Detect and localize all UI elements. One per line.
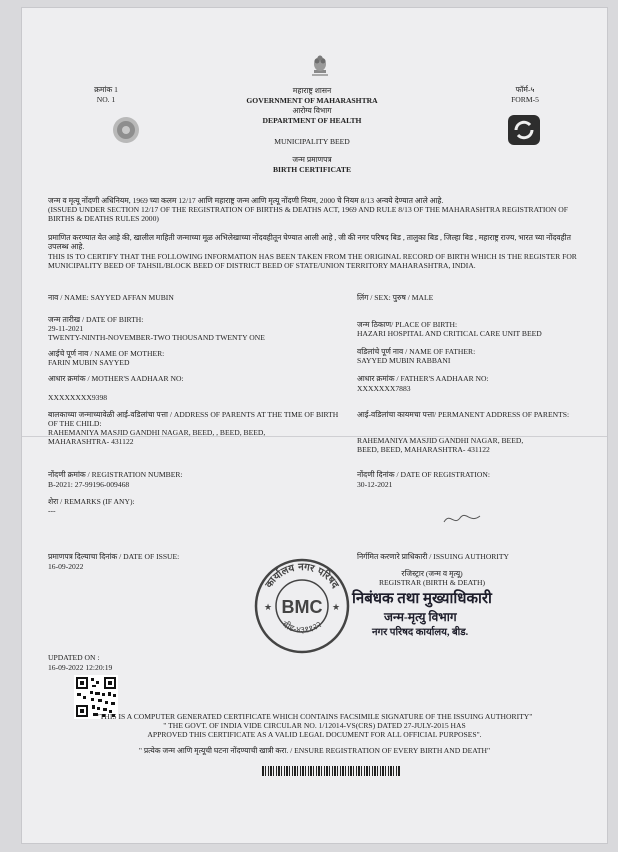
registrar-marathi: रजिस्ट्रार (जन्म व मृत्यू) — [401, 569, 463, 578]
svg-text:बीड-४३११२२ — [280, 618, 324, 636]
barcode-bar — [372, 766, 373, 776]
form-marathi: फॉर्म-५ — [515, 85, 535, 94]
footer-line-4: " प्रत्येक जन्म आणि मृत्यूची घटना नोंदण्याची खात्री करा. / ENSURE REGISTRATION OF EVERY BIRTH AND DEATH" — [138, 746, 491, 755]
barcode-bar — [318, 766, 320, 776]
reg-number-label: नोंदणी क्रमांक / REGISTRATION NUMBER: — [48, 470, 183, 479]
govt-title: GOVERNMENT OF MAHARASHTRA — [246, 96, 378, 105]
barcode-bar — [393, 766, 394, 776]
barcode-bar — [356, 766, 357, 776]
birth-address-label: बालकाच्या जन्माच्यावेळी आई-वडिलांचा पत्ता / ADDRESS OF PARENTS AT THE TIME OF BIRTH OF THE CHILD: — [48, 410, 339, 428]
barcode-bar — [276, 766, 277, 776]
barcode-bar — [278, 766, 280, 776]
form-number: FORM-5 — [511, 95, 539, 104]
svg-text:★: ★ — [332, 602, 341, 612]
barcode-bar — [273, 766, 274, 776]
barcode-icon — [262, 766, 402, 776]
barcode-bar — [380, 766, 381, 776]
barcode-bar — [321, 766, 322, 776]
barcode-bar — [374, 766, 376, 776]
barcode-bar — [334, 766, 336, 776]
cert-title: BIRTH CERTIFICATE — [272, 165, 352, 174]
dept-title: DEPARTMENT OF HEALTH — [262, 116, 362, 125]
sex-field: लिंग / SEX: पुरुष / MALE — [357, 293, 434, 302]
signature-icon — [442, 510, 482, 528]
intro-english-1: (ISSUED UNDER SECTION 12/17 OF THE REGISTRATION OF BIRTHS & DEATHS ACT, 1969 AND RULE 8/13 OF THE MAHARASHTRA REGISTRATION OF BIRTHS & DEATHS RULES 2000) — [48, 205, 568, 223]
remarks-label: शेरा / REMARKS (IF ANY): — [48, 497, 135, 506]
barcode-bar — [350, 766, 352, 776]
intro-marathi-1: जन्म व मृत्यू नोंदणी अधिनियम, 1969 च्या कलम 12/17 आणि महाराष्ट्र जन्म आणि मृत्यू नोंदणी नियम, 2000 चे नियम 8/13 अन्वये देण्यात आले आहे. — [48, 196, 444, 205]
barcode-bar — [268, 766, 269, 776]
barcode-bar — [366, 766, 368, 776]
barcode-bar — [382, 766, 384, 776]
pob-value: HAZARI HOSPITAL AND CRITICAL CARE UNIT BEED — [357, 329, 542, 338]
barcode-bar — [369, 766, 370, 776]
perm-address-label: आई-वडिलांचा कायमचा पत्ता/ PERMANENT ADDRESS OF PARENTS: — [357, 410, 570, 419]
father-name-label: वडिलांचे पूर्ण नाव / NAME OF FATHER: — [357, 347, 476, 356]
barcode-bar — [326, 766, 328, 776]
registrar-title: REGISTRAR (BIRTH & DEATH) — [378, 578, 486, 587]
barcode-bar — [292, 766, 293, 776]
barcode-bar — [297, 766, 298, 776]
svg-text:★: ★ — [264, 602, 273, 612]
barcode-bar — [265, 766, 266, 776]
seal-center: BMC — [281, 597, 323, 617]
stamp-line-3: नगर परिषद कार्यालय, बीड. — [372, 627, 469, 638]
barcode-bar — [284, 766, 285, 776]
stamp-line-2: जन्म-मृत्यु विभाग — [384, 610, 457, 624]
barcode-bar — [340, 766, 341, 776]
dob-label: जन्म तारीख / DATE OF BIRTH: — [48, 315, 144, 324]
barcode-bar — [305, 766, 306, 776]
father-aadhaar-label: आधार क्रमांक / FATHER'S AADHAAR NO: — [357, 374, 489, 383]
pob-label: जन्म ठिकाण/ PLACE OF BIRTH: — [357, 320, 458, 329]
seal-ring-bottom: बीड-४३११२२ — [280, 619, 325, 636]
barcode-bar — [308, 766, 309, 776]
barcode-bar — [361, 766, 362, 776]
barcode-bar — [398, 766, 400, 776]
footer-line-1: "THIS IS A COMPUTER GENERATED CERTIFICATE WHICH CONTAINS FACSIMILE SIGNATURE OF THE ISSUING AUTHORITY" — [96, 712, 533, 721]
barcode-bar — [329, 766, 330, 776]
barcode-bar — [281, 766, 282, 776]
certificate-sheet — [22, 8, 607, 843]
reg-number-value: B-2021: 27-99196-009468 — [48, 480, 130, 489]
mother-name-value: FARIN MUBIN SAYYED — [48, 358, 130, 367]
mother-aadhaar-label: आधार क्रमांक / MOTHER'S AADHAAR NO: — [48, 374, 184, 383]
reg-date-value: 30-12-2021 — [357, 480, 393, 489]
updated-label: UPDATED ON : — [48, 653, 100, 662]
barcode-bar — [332, 766, 333, 776]
remarks-value: --- — [48, 506, 56, 515]
barcode-bar — [294, 766, 296, 776]
barcode-bar — [302, 766, 304, 776]
cert-no-marathi: क्रमांक 1 — [94, 85, 118, 94]
barcode-bar — [396, 766, 397, 776]
maharashtra-seal-icon — [112, 116, 140, 144]
barcode-bar — [377, 766, 378, 776]
intro-marathi-2: प्रमाणित करण्यात येत आहे की, खालील माहिती जन्माच्या मूळ अभिलेखाच्या नोंदवहीतून घेण्यात आली आहे , जी की नगर परिषद बिड , तालुका बिड , जिल्हा बिड , महाराष्ट्र राज्य, भारत च्या नोंदवहीत उपलब्ध आहे. — [48, 233, 571, 251]
barcode-bar — [262, 766, 264, 776]
birth-address-value: RAHEMANIYA MASJID GANDHI NAGAR, BEED, , BEED, BEED, MAHARASHTRA- 431122 — [48, 428, 266, 446]
govt-marathi: महाराष्ट्र शासन — [292, 86, 332, 95]
barcode-bar — [364, 766, 365, 776]
reg-date-label: नोंदणी दिनांक / DATE OF REGISTRATION: — [357, 470, 490, 479]
father-aadhaar-value: XXXXXXX7883 — [357, 384, 411, 393]
municipality: MUNICIPALITY BEED — [274, 137, 350, 146]
barcode-bar — [348, 766, 349, 776]
updated-value: 16-09-2022 12:20:19 — [48, 663, 113, 672]
barcode-bar — [342, 766, 344, 776]
issuing-authority-label: निर्गमित करणारे प्राधिकारी / ISSUING AUTHORITY — [357, 552, 510, 561]
barcode-bar — [337, 766, 338, 776]
health-logo-icon — [507, 114, 541, 146]
barcode-bar — [300, 766, 301, 776]
barcode-bar — [286, 766, 288, 776]
name-field: नाव / NAME: SAYYED AFFAN MUBIN — [48, 293, 174, 302]
cert-no: NO. 1 — [96, 95, 116, 104]
state-emblem-icon — [309, 52, 331, 78]
barcode-bar — [310, 766, 312, 776]
seal-ring-top: कार्यालय नगर परिषद — [263, 561, 341, 591]
footer-line-3: APPROVED THIS CERTIFICATE AS A VALID LEGAL DOCUMENT FOR ALL OFFICIAL PURPOSES". — [147, 730, 482, 739]
mother-aadhaar-value: XXXXXXXX9398 — [48, 393, 108, 402]
stamp-line-1: निबंधक तथा मुख्याधिकारी — [352, 591, 492, 607]
dob-words: TWENTY-NINTH-NOVEMBER-TWO THOUSAND TWENTY ONE — [48, 333, 265, 342]
barcode-bar — [353, 766, 354, 776]
barcode-bar — [358, 766, 360, 776]
footer-line-2: " THE GOVT. OF INDIA VIDE CIRCULAR NO. 1/12014-VS(CRS) DATED 27-JULY-2015 HAS — [163, 721, 466, 730]
bmc-stamp-icon — [252, 556, 352, 656]
father-name-value: SAYYED MUBIN RABBANI — [357, 356, 451, 365]
barcode-bar — [316, 766, 317, 776]
barcode-bar — [289, 766, 290, 776]
perm-address-value: RAHEMANIYA MASJID GANDHI NAGAR, BEED, BEED, BEED, MAHARASHTRA- 431122 — [357, 436, 524, 454]
barcode-bar — [313, 766, 314, 776]
mother-name-label: आईचे पूर्ण नाव / NAME OF MOTHER: — [48, 349, 165, 358]
barcode-bar — [385, 766, 386, 776]
barcode-bar — [388, 766, 389, 776]
issue-date-label: प्रमाणपत्र दिल्याचा दिनांक / DATE OF ISSUE: — [48, 552, 180, 561]
barcode-bar — [390, 766, 392, 776]
dept-marathi: आरोग्य विभाग — [292, 106, 332, 115]
barcode-bar — [324, 766, 325, 776]
dob-numeric: 29-11-2021 — [48, 324, 84, 333]
barcode-bar — [270, 766, 272, 776]
issue-date-value: 16-09-2022 — [48, 562, 84, 571]
cert-title-marathi: जन्म प्रमाणपत्र — [292, 155, 332, 164]
intro-english-2: THIS IS TO CERTIFY THAT THE FOLLOWING INFORMATION HAS BEEN TAKEN FROM THE ORIGINAL RECORD OF BIRTH WHICH IS THE REGISTER FOR MUNICIPALITY BEED OF TAHSIL/BLOCK BEED OF DISTRICT BEED OF STATE/UNION TERRITORY MAHARASHTRA, INDIA. — [48, 252, 577, 270]
svg-text:कार्यालय नगर परिषद — [263, 562, 341, 591]
barcode-bar — [345, 766, 346, 776]
